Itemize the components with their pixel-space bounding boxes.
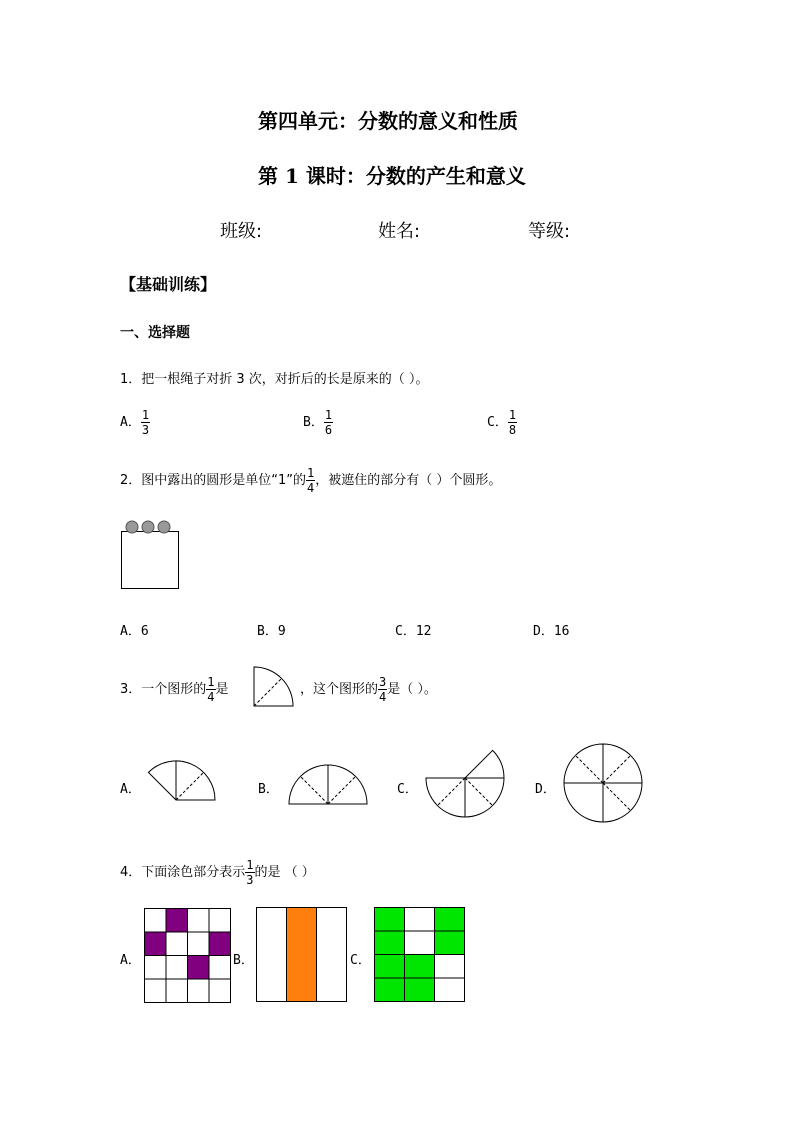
grid-cell xyxy=(209,932,231,956)
grid-cell xyxy=(188,956,210,980)
grid-cell xyxy=(257,908,287,1002)
grid-cell xyxy=(405,931,435,955)
grid-cell xyxy=(145,979,167,1003)
grid-cell xyxy=(435,931,465,955)
grid-cell xyxy=(145,956,167,980)
grid-cell xyxy=(188,979,210,1003)
fraction: $\frac{3}{4}$ xyxy=(379,675,387,704)
q3-option-b-figure[interactable] xyxy=(288,764,370,806)
grid-cell xyxy=(166,932,188,956)
grid-cell xyxy=(166,979,188,1003)
grid-cell xyxy=(209,956,231,980)
fraction: $\frac{1}{4}$ xyxy=(307,466,315,495)
q4-option-b-label[interactable]: B． xyxy=(233,953,254,968)
option-label: A． xyxy=(120,415,141,430)
grid-cell xyxy=(375,908,405,932)
q1-option-b[interactable] xyxy=(303,408,333,437)
grid-cell xyxy=(435,955,465,979)
q3-option-a-label[interactable]: A． xyxy=(120,782,141,797)
grid-cell xyxy=(166,909,188,933)
option-label: B． xyxy=(303,415,324,430)
question-3: 3．一个图形的 $\frac{1}{4}$ 是 xyxy=(120,675,229,704)
fraction: $\frac{1}{6}$ xyxy=(324,408,333,437)
circles-box-figure xyxy=(118,518,183,593)
grid-cell xyxy=(405,978,435,1002)
grid-cell xyxy=(375,931,405,955)
q1-option-c[interactable] xyxy=(487,408,517,437)
page-title: 第四单元：分数的意义和性质 xyxy=(258,109,518,133)
lesson-title: 第 1 课时：分数的产生和意义 xyxy=(258,164,526,188)
question-4: 4．下面涂色部分表示 $\frac{1}{3}$ 的是 （ ） xyxy=(120,858,315,887)
q3-option-c-figure[interactable] xyxy=(425,748,509,824)
q2-option-c[interactable]: C．12 xyxy=(395,624,432,639)
subsection-heading: 一、选择题 xyxy=(120,325,190,341)
grid-cell xyxy=(375,978,405,1002)
name-label: 姓名: xyxy=(378,221,421,242)
grade-label: 等级: xyxy=(528,221,571,242)
grid-cell xyxy=(405,908,435,932)
q3-option-b-label[interactable]: B． xyxy=(258,782,279,797)
grid-cell xyxy=(317,908,347,1002)
grid-cell xyxy=(188,909,210,933)
q3-option-a-figure[interactable] xyxy=(148,762,218,804)
option-label: C． xyxy=(487,415,508,430)
q3-option-c-label[interactable]: C． xyxy=(397,782,418,797)
q4-option-c-grid[interactable] xyxy=(373,906,467,1004)
section-heading: 【基础训练】 xyxy=(120,275,217,294)
question-1: 1．把一根绳子对折 3 次，对折后的长是原来的（ ）。 xyxy=(120,372,429,387)
class-label: 班级: xyxy=(220,221,263,242)
q4-option-c-label[interactable]: C． xyxy=(350,953,371,968)
grid-cell xyxy=(145,932,167,956)
q4-option-b-strips[interactable] xyxy=(255,906,349,1004)
grid-cell xyxy=(405,955,435,979)
fraction: $\frac{1}{4}$ xyxy=(207,675,215,704)
q3-option-d-figure[interactable] xyxy=(562,742,646,826)
grid-cell xyxy=(145,909,167,933)
fraction: $\frac{1}{3}$ xyxy=(141,408,150,437)
grid-cell xyxy=(209,979,231,1003)
q3-option-d-label[interactable]: D． xyxy=(535,782,556,797)
q1-option-a[interactable] xyxy=(120,408,150,437)
q4-option-a-grid[interactable] xyxy=(143,907,233,1003)
grid-cell xyxy=(209,909,231,933)
grid-cell xyxy=(188,932,210,956)
q2-option-d[interactable]: D．16 xyxy=(533,624,570,639)
grid-cell xyxy=(435,908,465,932)
q2-option-a[interactable]: A．6 xyxy=(120,624,149,639)
question-3-cont: ，这个图形的 $\frac{3}{4}$ 是（ ）。 xyxy=(300,675,437,704)
question-2: 2．图中露出的圆形是单位“1”的 $\frac{1}{4}$ ，被遮住的部分有（ ）个圆形。 xyxy=(120,466,502,495)
grid-cell xyxy=(375,955,405,979)
q2-option-b[interactable]: B．9 xyxy=(257,624,286,639)
fraction: $\frac{1}{3}$ xyxy=(246,858,254,887)
grid-cell xyxy=(435,978,465,1002)
grid-cell xyxy=(287,908,317,1002)
quarter-sector-figure xyxy=(252,665,297,710)
fraction: $\frac{1}{8}$ xyxy=(508,408,517,437)
q4-option-a-label[interactable]: A． xyxy=(120,953,141,968)
grid-cell xyxy=(166,956,188,980)
